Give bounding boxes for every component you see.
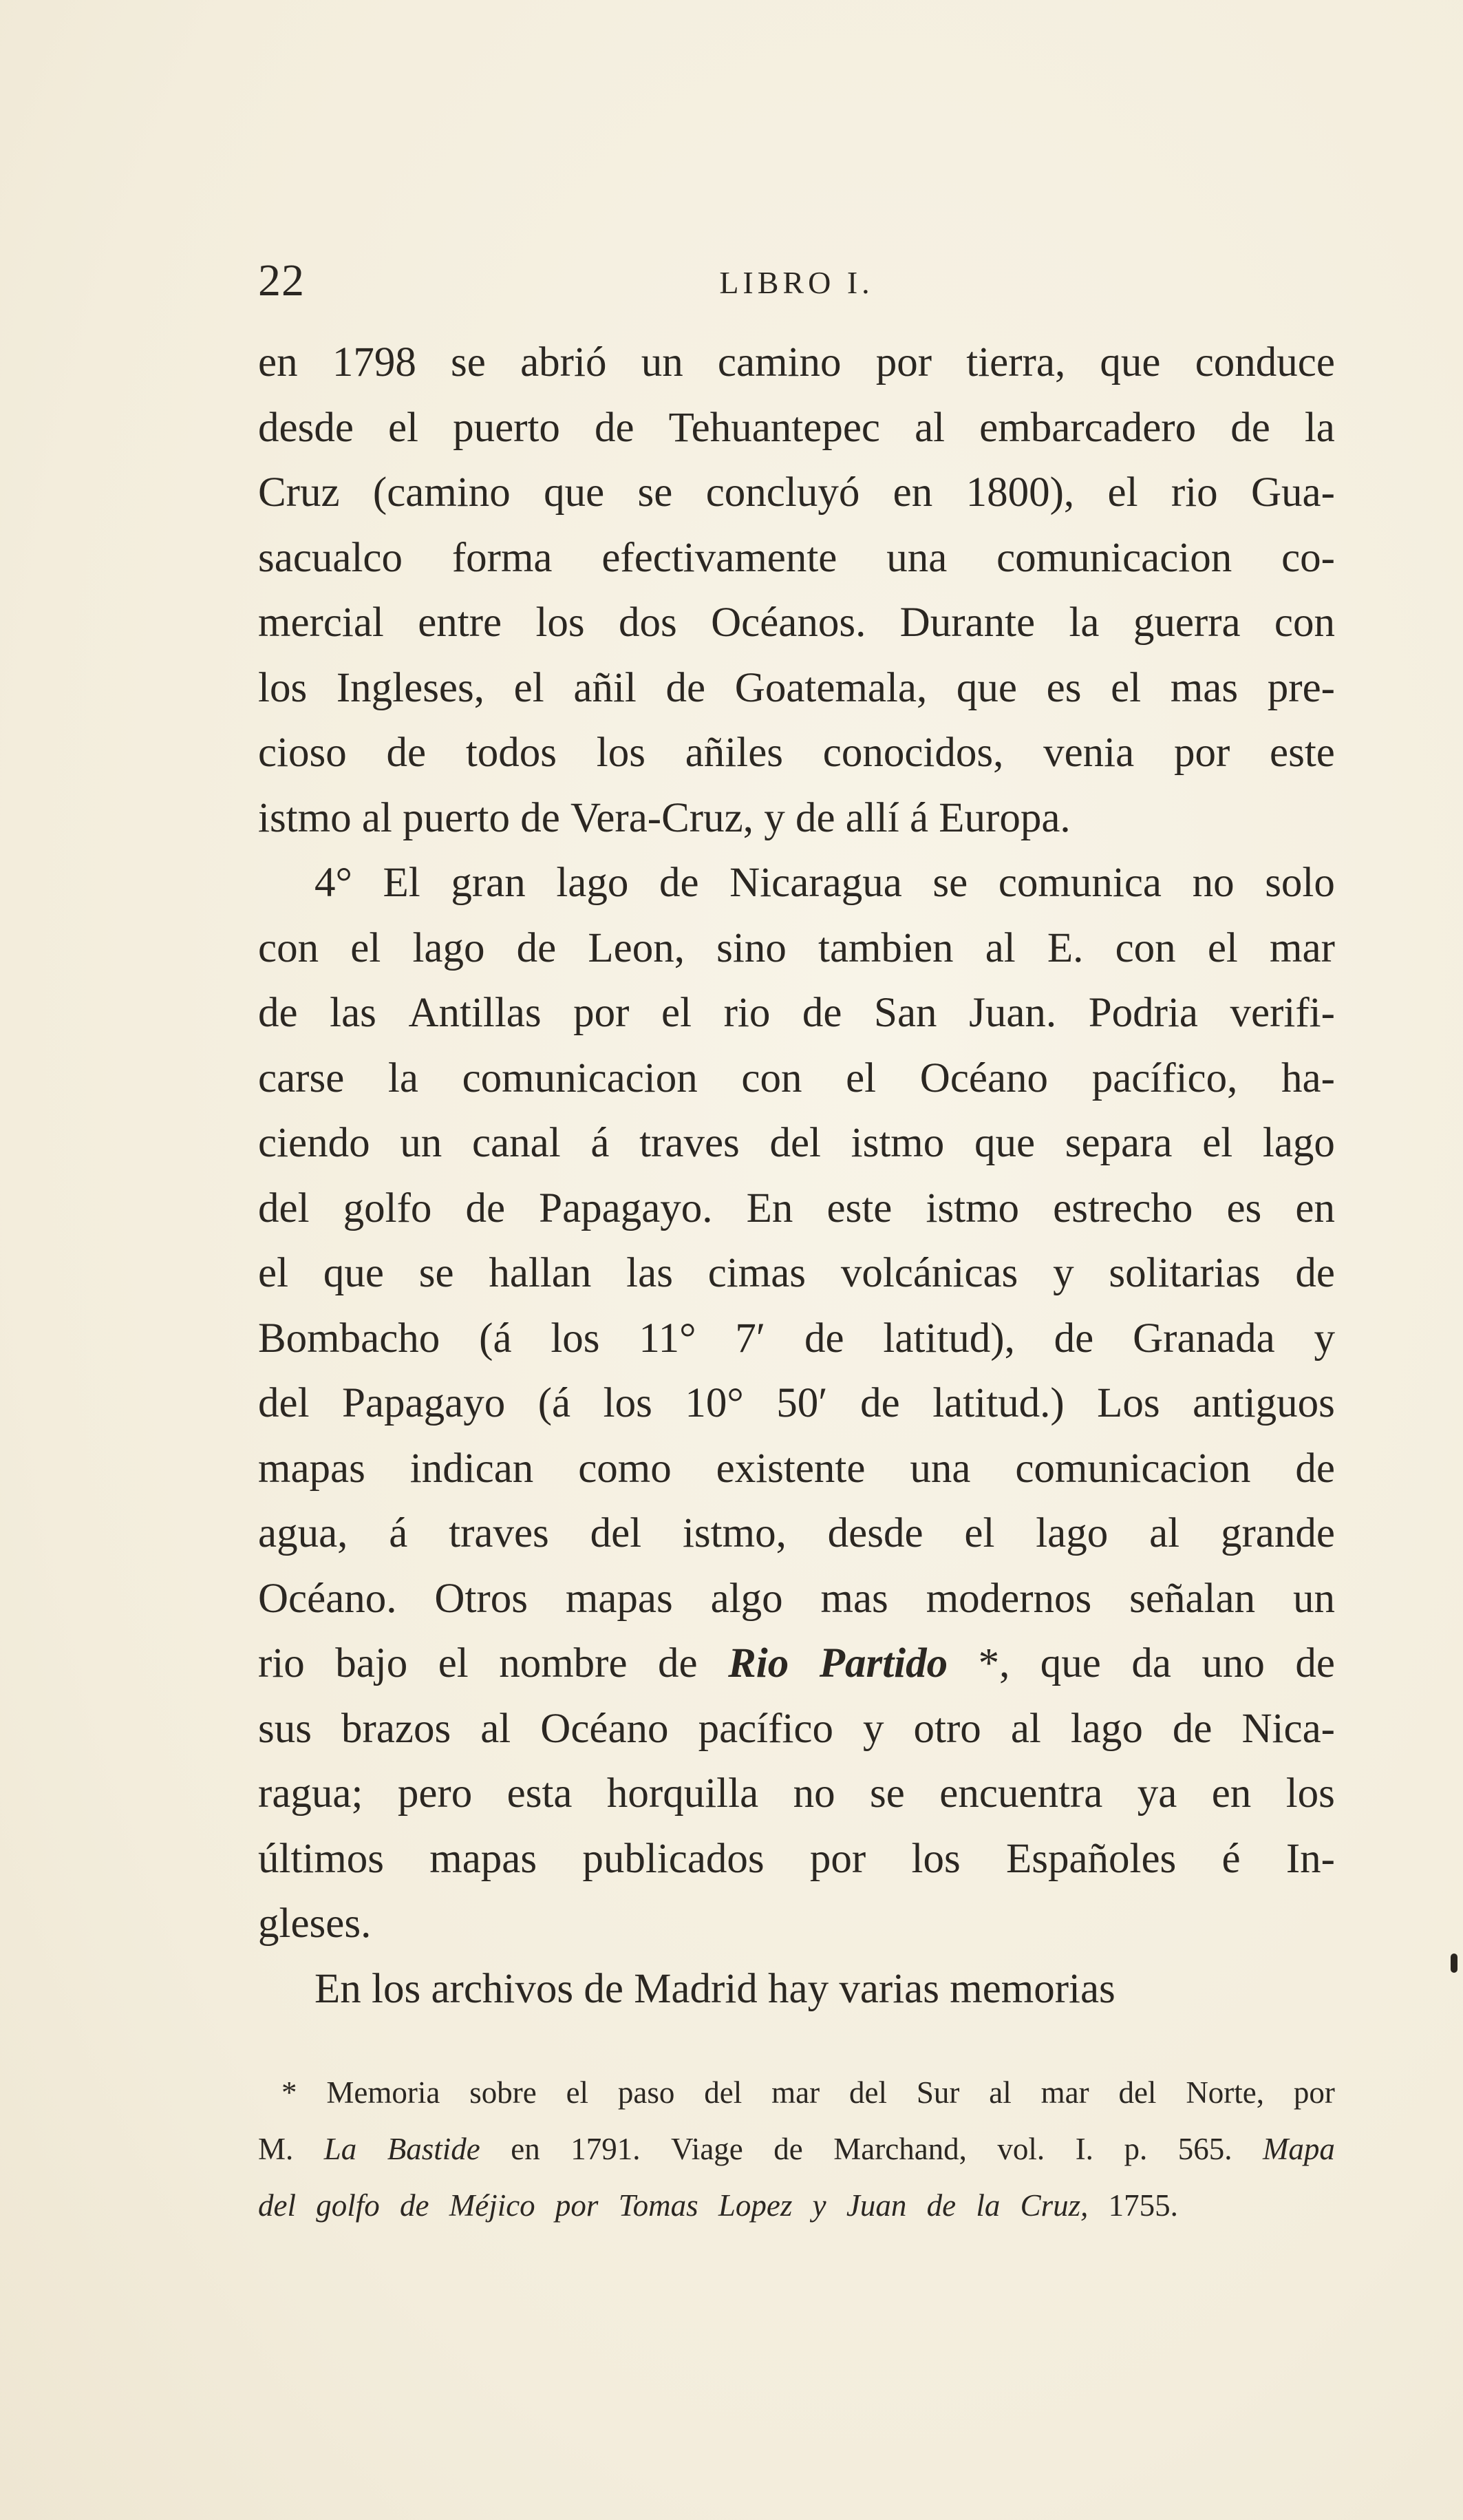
text-line: los Ingleses, el añil de Goatemala, que es el mas pre- [258,664,1335,711]
text-line: gleses. [258,1900,372,1947]
text-line: del Papagayo (á los 10° 50′ de latitud.) Los antiguos [258,1380,1335,1426]
text-line: En los archivos de Madrid hay varias memorias [314,1965,1115,2012]
text-line: de las Antillas por el rio de San Juan. Podria verifi- [258,990,1335,1036]
footnote-line: * Memoria sobre el paso del mar del Sur al mar del Norte, por [281,2075,1335,2110]
text-line: en 1798 se abrió un camino por tierra, que conduce [258,339,1335,385]
footnote-line: del golfo de Méjico por Tomas Lopez y Juan de la Cruz, 1755. [258,2188,1178,2223]
page-stain-mark [1451,1953,1457,1973]
text-line: mapas indican como existente una comunicacion de [258,1445,1335,1492]
page-header [258,248,1335,330]
text-line: istmo al puerto de Vera-Cruz, y de allí á Europa. [258,794,1071,841]
body-text [258,330,1335,2022]
text-line: ragua; pero esta horquilla no se encuentra ya en los [258,1770,1335,1817]
text-line: rio bajo el nombre de Rio Partido *, que da uno de [258,1640,1335,1686]
footnote-line: M. La Bastide en 1791. Viage de Marchand, vol. I. p. 565. Mapa [258,2132,1335,2166]
text-line: sus brazos al Océano pacífico y otro al lago de Nica- [258,1705,1335,1752]
text-line: desde el puerto de Tehuantepec al embarcadero de la [258,404,1335,451]
text-line: cioso de todos los añiles conocidos, venia por este [258,730,1335,776]
book-page [258,248,1335,2234]
text-line: con el lago de Leon, sino tambien al E. con el mar [258,924,1335,971]
text-line: el que se hallan las cimas volcánicas y solitarias de [258,1250,1335,1296]
text-line: carse la comunicacion con el Océano pacífico, ha- [258,1055,1335,1101]
text-line: agua, á traves del istmo, desde el lago al grande [258,1510,1335,1556]
text-line: 4° El gran lago de Nicaragua se comunica no solo [314,860,1335,906]
text-line: del golfo de Papagayo. En este istmo estrecho es en [258,1185,1335,1231]
text-line: Océano. Otros mapas algo mas modernos señalan un [258,1575,1335,1622]
text-line: sacualco forma efectivamente una comunicacion co- [258,534,1335,581]
text-line: Cruz (camino que se concluyó en 1800), el rio Gua- [258,469,1335,516]
footnotes [258,2064,1335,2234]
page-number: 22 [258,255,305,306]
text-line: últimos mapas publicados por los Españoles é In- [258,1835,1335,1882]
text-line: ciendo un canal á traves del istmo que separa el lago [258,1120,1335,1166]
text-line: Bombacho (á los 11° 7′ de latitud), de Granada y [258,1315,1335,1362]
running-head: LIBRO I. [719,265,874,300]
text-line: mercial entre los dos Océanos. Durante la guerra con [258,600,1335,646]
